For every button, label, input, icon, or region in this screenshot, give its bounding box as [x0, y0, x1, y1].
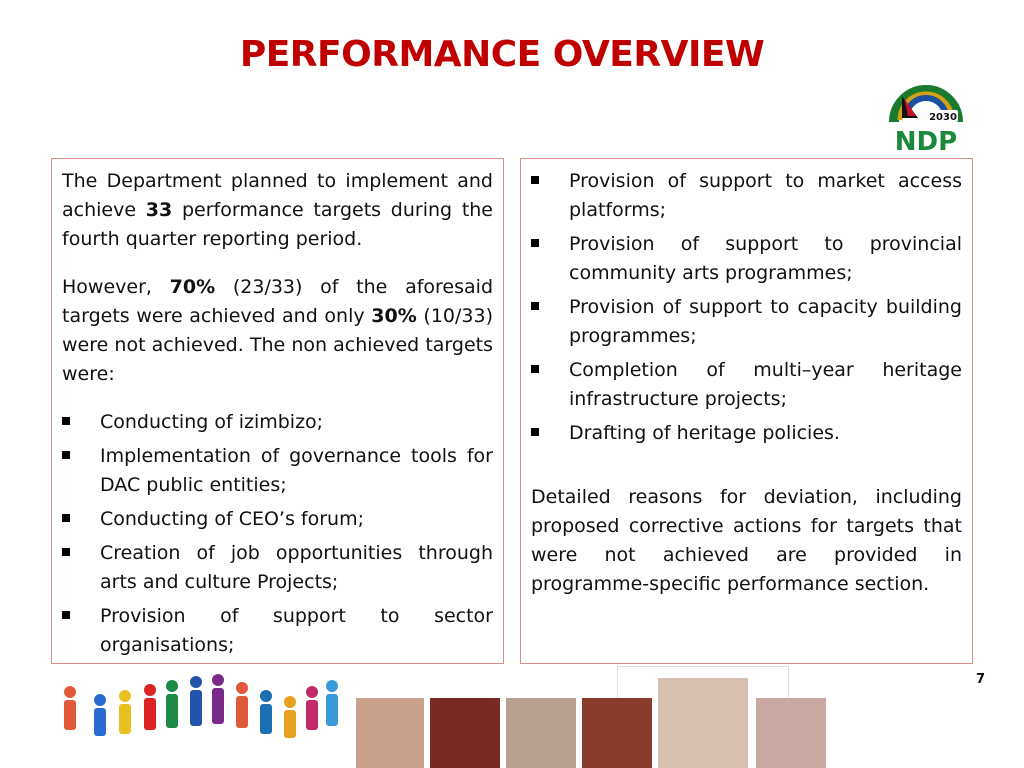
square-bullet-icon	[531, 365, 539, 373]
list-item: Conducting of CEO’s forum;	[62, 505, 493, 534]
square-bullet-icon	[62, 417, 70, 425]
arts-culture-photo-strip	[0, 660, 1024, 768]
non-achieved-list	[62, 408, 493, 660]
intro-paragraph: The Department planned to implement and achieve 33 performance targets during the fourth quarter reporting period.	[62, 170, 493, 250]
film-reel-image	[506, 698, 576, 768]
list-item: Provision of support to capacity building programmes;	[531, 293, 962, 351]
left-content-panel	[51, 158, 504, 664]
page-title: PERFORMANCE OVERVIEW	[239, 34, 765, 75]
list-item: Drafting of heritage policies.	[531, 419, 962, 448]
square-bullet-icon	[62, 548, 70, 556]
logo-year-text: 2030	[929, 112, 957, 123]
list-item: Creation of job opportunities through arts and culture Projects;	[62, 539, 493, 597]
non-achieved-list-continued	[531, 167, 962, 448]
dancers-image	[430, 698, 500, 768]
square-bullet-icon	[531, 428, 539, 436]
square-bullet-icon	[62, 514, 70, 522]
pottery-hands-image	[356, 698, 424, 768]
saxophone-image	[756, 698, 826, 768]
square-bullet-icon	[531, 302, 539, 310]
list-item: Provision of support to provincial community arts programmes;	[531, 230, 962, 288]
list-item: Completion of multi–year heritage infrastructure projects;	[531, 356, 962, 414]
ndp-2030-logo	[888, 84, 964, 152]
page-number: 7	[976, 672, 986, 687]
children-sports-image	[55, 674, 355, 768]
achievement-paragraph: However, 70% (23/33) of the aforesaid targets were achieved and only 30% (10/33) were not achieved. The non achieved targets were:	[62, 276, 494, 385]
list-item: Conducting of izimbizo;	[62, 408, 493, 437]
closing-paragraph: Detailed reasons for deviation, including proposed corrective actions for targets that were not achieved are provided in programme-specific performance section.	[531, 486, 962, 595]
square-bullet-icon	[62, 451, 70, 459]
square-bullet-icon	[62, 611, 70, 619]
list-item: Provision of support to market access platforms;	[531, 167, 962, 225]
beadwork-image	[582, 698, 652, 768]
ballet-shoes-image	[658, 678, 748, 768]
list-item: Implementation of governance tools for DAC public entities;	[62, 442, 493, 500]
logo-ndp-text: NDP	[894, 127, 958, 152]
list-item: Provision of support to sector organisations;	[62, 602, 493, 660]
square-bullet-icon	[531, 239, 539, 247]
square-bullet-icon	[531, 176, 539, 184]
right-content-panel	[520, 158, 973, 664]
